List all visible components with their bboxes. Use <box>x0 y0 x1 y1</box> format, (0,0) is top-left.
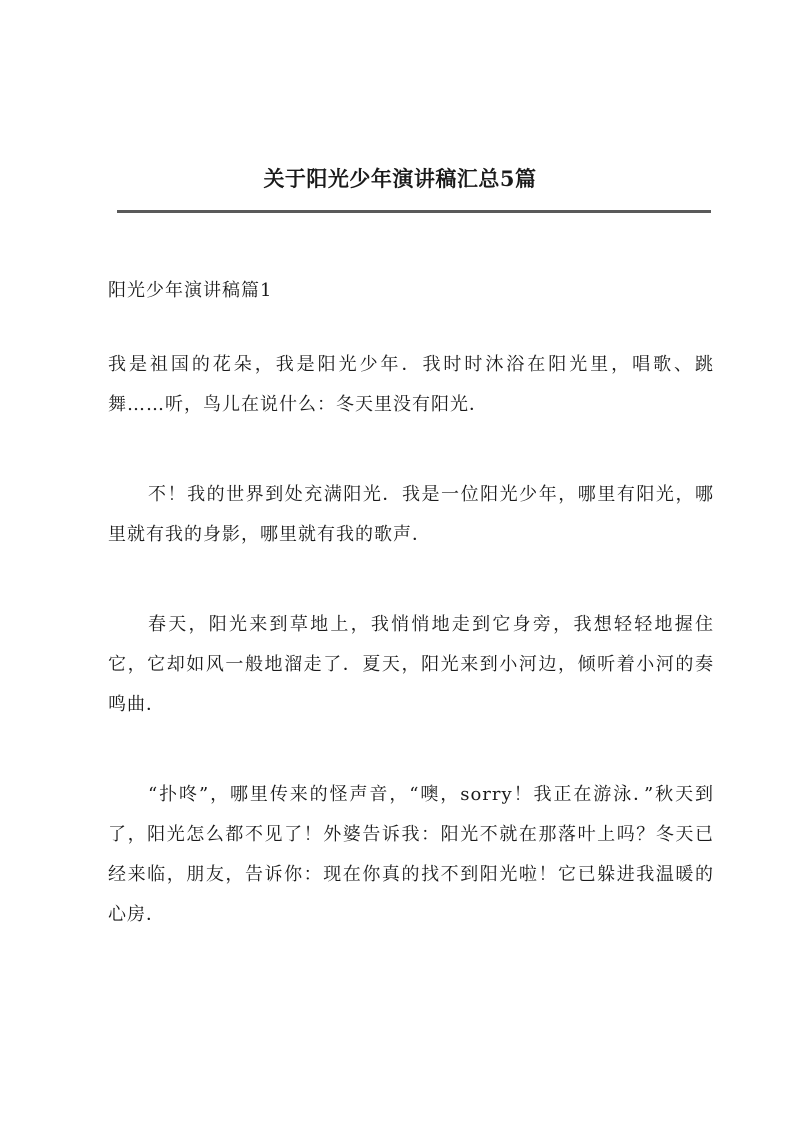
document-title: 关于阳光少年演讲稿汇总5篇 <box>263 166 537 191</box>
paragraph-4: “扑咚”，哪里传来的怪声音，“噢，sorry！我正在游泳．”秋天到了，阳光怎么都不见了！外婆告诉我：阳光不就在那落叶上吗？冬天已经来临，朋友，告诉你：现在你真的找不到阳光啦！它已躲进我温暖的心房． <box>108 784 714 925</box>
section-heading: 阳光少年演讲稿篇1 <box>108 280 273 301</box>
paragraph-2: 不！我的世界到处充满阳光．我是一位阳光少年，哪里有阳光，哪里就有我的身影，哪里就有我的歌声． <box>108 484 714 545</box>
paragraph-3: 春天，阳光来到草地上，我悄悄地走到它身旁，我想轻轻地握住它，它却如风一般地溜走了．夏天，阳光来到小河边，倾听着小河的奏鸣曲． <box>108 614 714 715</box>
document-body <box>108 345 714 985</box>
paragraph-1: 我是祖国的花朵，我是阳光少年．我时时沐浴在阳光里，唱歌、跳舞……听，鸟儿在说什么：冬天里没有阳光． <box>108 354 714 415</box>
title-divider <box>117 210 711 213</box>
